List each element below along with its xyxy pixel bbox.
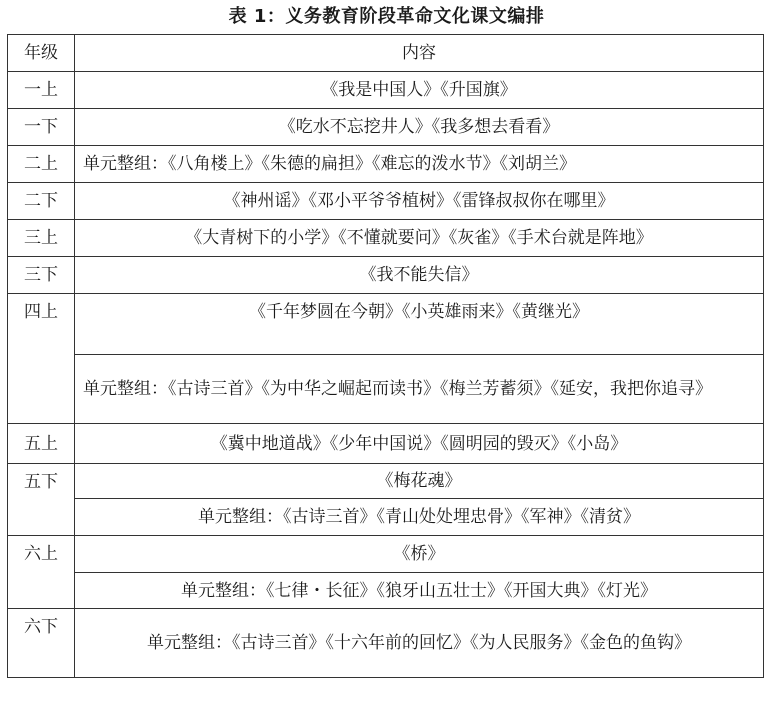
content-cell: 《我是中国人》《升国旗》 [75,72,764,109]
table-header-row [8,35,764,72]
content-cell: 《冀中地道战》《少年中国说》《圆明园的毁灭》《小岛》 [75,424,764,464]
grade-cell: 二上 [8,146,75,183]
content-cell: 《大青树下的小学》《不懂就要问》《灰雀》《手术台就是阵地》 [75,220,764,257]
table-row [8,220,764,257]
content-cell: 《吃水不忘挖井人》《我多想去看看》 [75,109,764,146]
table-row [8,72,764,109]
content-cell: 单元整组：《八角楼上》《朱德的扁担》《难忘的泼水节》《刘胡兰》 [75,146,764,183]
content-cell: 《我不能失信》 [75,257,764,294]
content-cell: 《神州谣》《邓小平爷爷植树》《雷锋叔叔你在哪里》 [75,183,764,220]
table-row [8,355,764,424]
table-row [8,464,764,499]
content-cell: 单元整组：《七律・长征》《狼牙山五壮士》《开国大典》《灯光》 [75,573,764,609]
header-grade: 年级 [8,35,75,72]
table-row [8,499,764,536]
grade-cell: 三上 [8,220,75,257]
content-cell: 单元整组：《古诗三首》《青山处处埋忠骨》《军神》《清贫》 [75,499,764,536]
content-cell: 单元整组：《古诗三首》《为中华之崛起而读书》《梅兰芳蓄须》《延安，我把你追寻》 [75,355,764,424]
table-row [8,257,764,294]
curriculum-table [7,34,764,678]
content-cell: 《梅花魂》 [75,464,764,499]
grade-cell: 六下 [8,609,75,678]
content-cell: 单元整组：《古诗三首》《十六年前的回忆》《为人民服务》《金色的鱼钩》 [75,609,764,678]
table-row [8,424,764,464]
content-cell: 《千年梦圆在今朝》《小英雄雨来》《黄继光》 [75,294,764,355]
grade-cell: 六上 [8,536,75,609]
grade-cell: 三下 [8,257,75,294]
content-cell: 《桥》 [75,536,764,573]
grade-cell: 一下 [8,109,75,146]
header-content: 内容 [75,35,764,72]
grade-cell: 四上 [8,294,75,424]
table-title: 表 1：义务教育阶段革命文化课文编排 [228,6,545,27]
table-row [8,609,764,678]
grade-cell: 五上 [8,424,75,464]
table-row [8,109,764,146]
table-row [8,536,764,573]
grade-cell: 五下 [8,464,75,536]
table-row [8,146,764,183]
table-row [8,573,764,609]
table-row [8,183,764,220]
grade-cell: 一上 [8,72,75,109]
grade-cell: 二下 [8,183,75,220]
table-row [8,294,764,355]
